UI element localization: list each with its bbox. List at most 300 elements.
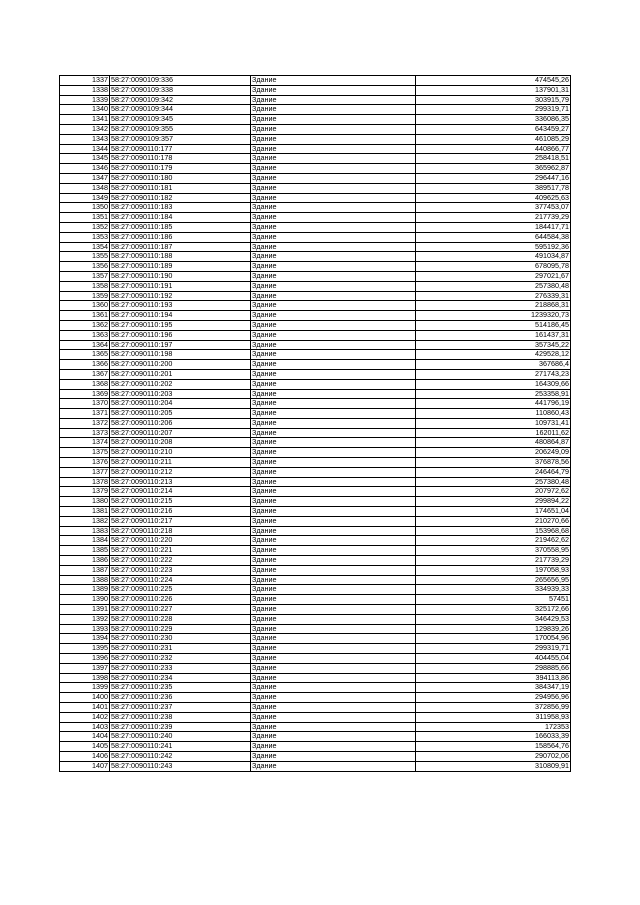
row-number-cell: 1383 — [60, 526, 110, 536]
table-row — [60, 703, 571, 713]
cadastral-value-cell: 310809,91 — [416, 761, 571, 771]
cadastral-number-cell: 58:27:0090110:179 — [110, 164, 251, 174]
row-number-cell: 1403 — [60, 722, 110, 732]
object-type-cell: Здание — [251, 634, 416, 644]
cadastral-value-cell: 311958,93 — [416, 712, 571, 722]
cadastral-value-cell: 217739,29 — [416, 213, 571, 223]
cadastral-value-cell: 404455,04 — [416, 654, 571, 664]
row-number-cell: 1390 — [60, 595, 110, 605]
cadastral-value-cell: 184417,71 — [416, 222, 571, 232]
object-type-cell: Здание — [251, 389, 416, 399]
table-row — [60, 409, 571, 419]
cadastral-number-cell: 58:27:0090109:338 — [110, 85, 251, 95]
table-row — [60, 722, 571, 732]
cadastral-value-cell: 210270,66 — [416, 516, 571, 526]
object-type-cell: Здание — [251, 565, 416, 575]
cadastral-number-cell: 58:27:0090110:237 — [110, 703, 251, 713]
object-type-cell: Здание — [251, 115, 416, 125]
cadastral-number-cell: 58:27:0090110:186 — [110, 232, 251, 242]
row-number-cell: 1370 — [60, 399, 110, 409]
object-type-cell: Здание — [251, 95, 416, 105]
object-type-cell: Здание — [251, 164, 416, 174]
object-type-cell: Здание — [251, 271, 416, 281]
row-number-cell: 1358 — [60, 281, 110, 291]
cadastral-number-cell: 58:27:0090110:178 — [110, 154, 251, 164]
cadastral-number-cell: 58:27:0090110:210 — [110, 448, 251, 458]
object-type-cell: Здание — [251, 360, 416, 370]
object-type-cell: Здание — [251, 291, 416, 301]
object-type-cell: Здание — [251, 350, 416, 360]
cadastral-number-cell: 58:27:0090110:234 — [110, 673, 251, 683]
row-number-cell: 1364 — [60, 340, 110, 350]
row-number-cell: 1377 — [60, 467, 110, 477]
object-type-cell: Здание — [251, 507, 416, 517]
row-number-cell: 1347 — [60, 173, 110, 183]
row-number-cell: 1359 — [60, 291, 110, 301]
cadastral-value-cell: 290702,06 — [416, 751, 571, 761]
object-type-cell: Здание — [251, 556, 416, 566]
property-table-body — [60, 76, 571, 772]
table-row — [60, 663, 571, 673]
row-number-cell: 1343 — [60, 134, 110, 144]
table-row — [60, 271, 571, 281]
row-number-cell: 1362 — [60, 320, 110, 330]
object-type-cell: Здание — [251, 644, 416, 654]
table-row — [60, 301, 571, 311]
row-number-cell: 1382 — [60, 516, 110, 526]
row-number-cell: 1407 — [60, 761, 110, 771]
row-number-cell: 1352 — [60, 222, 110, 232]
row-number-cell: 1340 — [60, 105, 110, 115]
table-row — [60, 516, 571, 526]
row-number-cell: 1389 — [60, 585, 110, 595]
table-row — [60, 712, 571, 722]
object-type-cell: Здание — [251, 595, 416, 605]
object-type-cell: Здание — [251, 281, 416, 291]
cadastral-value-cell: 109731,41 — [416, 418, 571, 428]
cadastral-value-cell: 334939,33 — [416, 585, 571, 595]
cadastral-number-cell: 58:27:0090110:198 — [110, 350, 251, 360]
table-row — [60, 428, 571, 438]
object-type-cell: Здание — [251, 183, 416, 193]
row-number-cell: 1405 — [60, 742, 110, 752]
object-type-cell: Здание — [251, 262, 416, 272]
cadastral-number-cell: 58:27:0090110:230 — [110, 634, 251, 644]
object-type-cell: Здание — [251, 409, 416, 419]
object-type-cell: Здание — [251, 222, 416, 232]
table-row — [60, 360, 571, 370]
object-type-cell: Здание — [251, 536, 416, 546]
object-type-cell: Здание — [251, 428, 416, 438]
cadastral-value-cell: 336086,35 — [416, 115, 571, 125]
table-row — [60, 252, 571, 262]
object-type-cell: Здание — [251, 761, 416, 771]
cadastral-value-cell: 377453,07 — [416, 203, 571, 213]
cadastral-value-cell: 678095,78 — [416, 262, 571, 272]
row-number-cell: 1337 — [60, 76, 110, 86]
cadastral-number-cell: 58:27:0090110:236 — [110, 693, 251, 703]
row-number-cell: 1353 — [60, 232, 110, 242]
cadastral-number-cell: 58:27:0090109:336 — [110, 76, 251, 86]
table-row — [60, 546, 571, 556]
cadastral-value-cell: 218868,31 — [416, 301, 571, 311]
table-row — [60, 115, 571, 125]
row-number-cell: 1399 — [60, 683, 110, 693]
cadastral-number-cell: 58:27:0090110:191 — [110, 281, 251, 291]
table-row — [60, 144, 571, 154]
table-row — [60, 673, 571, 683]
row-number-cell: 1374 — [60, 438, 110, 448]
object-type-cell: Здание — [251, 144, 416, 154]
cadastral-value-cell: 271743,23 — [416, 369, 571, 379]
cadastral-value-cell: 57451 — [416, 595, 571, 605]
row-number-cell: 1395 — [60, 644, 110, 654]
cadastral-number-cell: 58:27:0090110:229 — [110, 624, 251, 634]
object-type-cell: Здание — [251, 497, 416, 507]
object-type-cell: Здание — [251, 546, 416, 556]
object-type-cell: Здание — [251, 252, 416, 262]
table-row — [60, 222, 571, 232]
object-type-cell: Здание — [251, 418, 416, 428]
object-type-cell: Здание — [251, 193, 416, 203]
cadastral-number-cell: 58:27:0090110:243 — [110, 761, 251, 771]
cadastral-number-cell: 58:27:0090110:218 — [110, 526, 251, 536]
cadastral-value-cell: 257380,48 — [416, 281, 571, 291]
cadastral-number-cell: 58:27:0090109:342 — [110, 95, 251, 105]
cadastral-number-cell: 58:27:0090110:231 — [110, 644, 251, 654]
row-number-cell: 1366 — [60, 360, 110, 370]
cadastral-value-cell: 1239320,73 — [416, 311, 571, 321]
object-type-cell: Здание — [251, 124, 416, 134]
table-row — [60, 448, 571, 458]
cadastral-number-cell: 58:27:0090110:184 — [110, 213, 251, 223]
cadastral-number-cell: 58:27:0090110:208 — [110, 438, 251, 448]
object-type-cell: Здание — [251, 311, 416, 321]
table-row — [60, 477, 571, 487]
row-number-cell: 1371 — [60, 409, 110, 419]
object-type-cell: Здание — [251, 438, 416, 448]
cadastral-value-cell: 299319,71 — [416, 644, 571, 654]
table-row — [60, 183, 571, 193]
object-type-cell: Здание — [251, 703, 416, 713]
cadastral-value-cell: 219462,62 — [416, 536, 571, 546]
table-row — [60, 154, 571, 164]
row-number-cell: 1391 — [60, 605, 110, 615]
cadastral-number-cell: 58:27:0090110:201 — [110, 369, 251, 379]
table-row — [60, 95, 571, 105]
object-type-cell: Здание — [251, 399, 416, 409]
table-row — [60, 458, 571, 468]
cadastral-value-cell: 299319,71 — [416, 105, 571, 115]
cadastral-number-cell: 58:27:0090110:214 — [110, 487, 251, 497]
row-number-cell: 1397 — [60, 663, 110, 673]
row-number-cell: 1378 — [60, 477, 110, 487]
table-row — [60, 379, 571, 389]
cadastral-value-cell: 389517,78 — [416, 183, 571, 193]
row-number-cell: 1341 — [60, 115, 110, 125]
object-type-cell: Здание — [251, 379, 416, 389]
object-type-cell: Здание — [251, 624, 416, 634]
row-number-cell: 1339 — [60, 95, 110, 105]
cadastral-number-cell: 58:27:0090110:190 — [110, 271, 251, 281]
table-row — [60, 575, 571, 585]
cadastral-value-cell: 253358,91 — [416, 389, 571, 399]
row-number-cell: 1384 — [60, 536, 110, 546]
cadastral-number-cell: 58:27:0090110:228 — [110, 614, 251, 624]
object-type-cell: Здание — [251, 673, 416, 683]
table-row — [60, 164, 571, 174]
row-number-cell: 1400 — [60, 693, 110, 703]
table-row — [60, 418, 571, 428]
property-table — [59, 75, 571, 772]
cadastral-number-cell: 58:27:0090110:205 — [110, 409, 251, 419]
table-row — [60, 693, 571, 703]
object-type-cell: Здание — [251, 340, 416, 350]
cadastral-number-cell: 58:27:0090110:216 — [110, 507, 251, 517]
cadastral-value-cell: 299894,22 — [416, 497, 571, 507]
cadastral-number-cell: 58:27:0090110:215 — [110, 497, 251, 507]
cadastral-value-cell: 162011,62 — [416, 428, 571, 438]
object-type-cell: Здание — [251, 203, 416, 213]
row-number-cell: 1375 — [60, 448, 110, 458]
table-row — [60, 76, 571, 86]
cadastral-number-cell: 58:27:0090110:187 — [110, 242, 251, 252]
row-number-cell: 1357 — [60, 271, 110, 281]
table-row — [60, 595, 571, 605]
table-row — [60, 291, 571, 301]
cadastral-value-cell: 298885,66 — [416, 663, 571, 673]
table-row — [60, 320, 571, 330]
row-number-cell: 1372 — [60, 418, 110, 428]
cadastral-number-cell: 58:27:0090110:221 — [110, 546, 251, 556]
row-number-cell: 1396 — [60, 654, 110, 664]
cadastral-number-cell: 58:27:0090110:223 — [110, 565, 251, 575]
table-row — [60, 242, 571, 252]
row-number-cell: 1349 — [60, 193, 110, 203]
table-row — [60, 213, 571, 223]
object-type-cell: Здание — [251, 242, 416, 252]
cadastral-value-cell: 384347,19 — [416, 683, 571, 693]
cadastral-number-cell: 58:27:0090110:225 — [110, 585, 251, 595]
row-number-cell: 1368 — [60, 379, 110, 389]
cadastral-value-cell: 357345,22 — [416, 340, 571, 350]
cadastral-number-cell: 58:27:0090110:188 — [110, 252, 251, 262]
cadastral-number-cell: 58:27:0090110:211 — [110, 458, 251, 468]
cadastral-number-cell: 58:27:0090110:177 — [110, 144, 251, 154]
table-row — [60, 173, 571, 183]
cadastral-value-cell: 265656,95 — [416, 575, 571, 585]
table-row — [60, 369, 571, 379]
object-type-cell: Здание — [251, 712, 416, 722]
cadastral-value-cell: 644584,38 — [416, 232, 571, 242]
row-number-cell: 1361 — [60, 311, 110, 321]
table-row — [60, 565, 571, 575]
cadastral-value-cell: 441796,19 — [416, 399, 571, 409]
object-type-cell: Здание — [251, 448, 416, 458]
cadastral-value-cell: 643459,27 — [416, 124, 571, 134]
cadastral-number-cell: 58:27:0090109:357 — [110, 134, 251, 144]
cadastral-value-cell: 276339,31 — [416, 291, 571, 301]
cadastral-number-cell: 58:27:0090110:180 — [110, 173, 251, 183]
cadastral-value-cell: 172353 — [416, 722, 571, 732]
cadastral-number-cell: 58:27:0090110:189 — [110, 262, 251, 272]
table-row — [60, 281, 571, 291]
table-row — [60, 203, 571, 213]
cadastral-value-cell: 474545,26 — [416, 76, 571, 86]
row-number-cell: 1402 — [60, 712, 110, 722]
cadastral-value-cell: 376878,56 — [416, 458, 571, 468]
row-number-cell: 1360 — [60, 301, 110, 311]
object-type-cell: Здание — [251, 213, 416, 223]
table-row — [60, 487, 571, 497]
table-row — [60, 556, 571, 566]
table-row — [60, 389, 571, 399]
cadastral-value-cell: 294956,96 — [416, 693, 571, 703]
cadastral-value-cell: 370558,95 — [416, 546, 571, 556]
cadastral-number-cell: 58:27:0090110:193 — [110, 301, 251, 311]
row-number-cell: 1338 — [60, 85, 110, 95]
table-row — [60, 193, 571, 203]
cadastral-value-cell: 491034,87 — [416, 252, 571, 262]
row-number-cell: 1351 — [60, 213, 110, 223]
table-row — [60, 742, 571, 752]
object-type-cell: Здание — [251, 301, 416, 311]
object-type-cell: Здание — [251, 516, 416, 526]
cadastral-value-cell: 346429,53 — [416, 614, 571, 624]
row-number-cell: 1367 — [60, 369, 110, 379]
row-number-cell: 1356 — [60, 262, 110, 272]
table-row — [60, 683, 571, 693]
object-type-cell: Здание — [251, 722, 416, 732]
cadastral-number-cell: 58:27:0090110:213 — [110, 477, 251, 487]
table-row — [60, 124, 571, 134]
table-row — [60, 467, 571, 477]
cadastral-number-cell: 58:27:0090109:345 — [110, 115, 251, 125]
object-type-cell: Здание — [251, 85, 416, 95]
cadastral-value-cell: 303915,79 — [416, 95, 571, 105]
cadastral-value-cell: 174651,04 — [416, 507, 571, 517]
table-row — [60, 732, 571, 742]
row-number-cell: 1350 — [60, 203, 110, 213]
cadastral-number-cell: 58:27:0090110:203 — [110, 389, 251, 399]
object-type-cell: Здание — [251, 751, 416, 761]
object-type-cell: Здание — [251, 330, 416, 340]
row-number-cell: 1380 — [60, 497, 110, 507]
row-number-cell: 1392 — [60, 614, 110, 624]
cadastral-number-cell: 58:27:0090110:185 — [110, 222, 251, 232]
object-type-cell: Здание — [251, 477, 416, 487]
cadastral-number-cell: 58:27:0090110:226 — [110, 595, 251, 605]
cadastral-value-cell: 166033,39 — [416, 732, 571, 742]
table-row — [60, 605, 571, 615]
table-row — [60, 644, 571, 654]
row-number-cell: 1404 — [60, 732, 110, 742]
cadastral-number-cell: 58:27:0090110:197 — [110, 340, 251, 350]
cadastral-value-cell: 110860,43 — [416, 409, 571, 419]
object-type-cell: Здание — [251, 369, 416, 379]
table-row — [60, 654, 571, 664]
table-row — [60, 232, 571, 242]
table-row — [60, 399, 571, 409]
cadastral-number-cell: 58:27:0090110:194 — [110, 311, 251, 321]
cadastral-number-cell: 58:27:0090110:192 — [110, 291, 251, 301]
row-number-cell: 1355 — [60, 252, 110, 262]
object-type-cell: Здание — [251, 154, 416, 164]
cadastral-value-cell: 480864,87 — [416, 438, 571, 448]
cadastral-number-cell: 58:27:0090110:242 — [110, 751, 251, 761]
cadastral-number-cell: 58:27:0090110:232 — [110, 654, 251, 664]
table-row — [60, 330, 571, 340]
row-number-cell: 1348 — [60, 183, 110, 193]
table-row — [60, 438, 571, 448]
row-number-cell: 1365 — [60, 350, 110, 360]
object-type-cell: Здание — [251, 467, 416, 477]
object-type-cell: Здание — [251, 526, 416, 536]
cadastral-value-cell: 164309,66 — [416, 379, 571, 389]
object-type-cell: Здание — [251, 683, 416, 693]
cadastral-value-cell: 137901,31 — [416, 85, 571, 95]
table-row — [60, 105, 571, 115]
object-type-cell: Здание — [251, 614, 416, 624]
cadastral-number-cell: 58:27:0090110:181 — [110, 183, 251, 193]
object-type-cell: Здание — [251, 693, 416, 703]
object-type-cell: Здание — [251, 742, 416, 752]
cadastral-number-cell: 58:27:0090110:239 — [110, 722, 251, 732]
object-type-cell: Здание — [251, 232, 416, 242]
row-number-cell: 1344 — [60, 144, 110, 154]
cadastral-number-cell: 58:27:0090110:207 — [110, 428, 251, 438]
cadastral-value-cell: 217739,29 — [416, 556, 571, 566]
row-number-cell: 1363 — [60, 330, 110, 340]
row-number-cell: 1379 — [60, 487, 110, 497]
object-type-cell: Здание — [251, 320, 416, 330]
cadastral-value-cell: 514186,45 — [416, 320, 571, 330]
table-row — [60, 585, 571, 595]
table-row — [60, 761, 571, 771]
object-type-cell: Здание — [251, 173, 416, 183]
cadastral-number-cell: 58:27:0090110:196 — [110, 330, 251, 340]
row-number-cell: 1373 — [60, 428, 110, 438]
row-number-cell: 1342 — [60, 124, 110, 134]
cadastral-number-cell: 58:27:0090110:222 — [110, 556, 251, 566]
table-row — [60, 85, 571, 95]
object-type-cell: Здание — [251, 585, 416, 595]
cadastral-number-cell: 58:27:0090110:183 — [110, 203, 251, 213]
cadastral-value-cell: 158564,76 — [416, 742, 571, 752]
object-type-cell: Здание — [251, 487, 416, 497]
table-row — [60, 507, 571, 517]
row-number-cell: 1381 — [60, 507, 110, 517]
cadastral-value-cell: 258418,51 — [416, 154, 571, 164]
cadastral-value-cell: 153968,68 — [416, 526, 571, 536]
row-number-cell: 1388 — [60, 575, 110, 585]
cadastral-number-cell: 58:27:0090110:235 — [110, 683, 251, 693]
cadastral-value-cell: 161437,31 — [416, 330, 571, 340]
row-number-cell: 1393 — [60, 624, 110, 634]
table-row — [60, 536, 571, 546]
cadastral-value-cell: 595192,36 — [416, 242, 571, 252]
row-number-cell: 1376 — [60, 458, 110, 468]
cadastral-number-cell: 58:27:0090110:227 — [110, 605, 251, 615]
cadastral-value-cell: 170054,96 — [416, 634, 571, 644]
object-type-cell: Здание — [251, 605, 416, 615]
object-type-cell: Здание — [251, 575, 416, 585]
cadastral-value-cell: 461085,29 — [416, 134, 571, 144]
object-type-cell: Здание — [251, 105, 416, 115]
cadastral-value-cell: 257380,48 — [416, 477, 571, 487]
object-type-cell: Здание — [251, 732, 416, 742]
row-number-cell: 1406 — [60, 751, 110, 761]
